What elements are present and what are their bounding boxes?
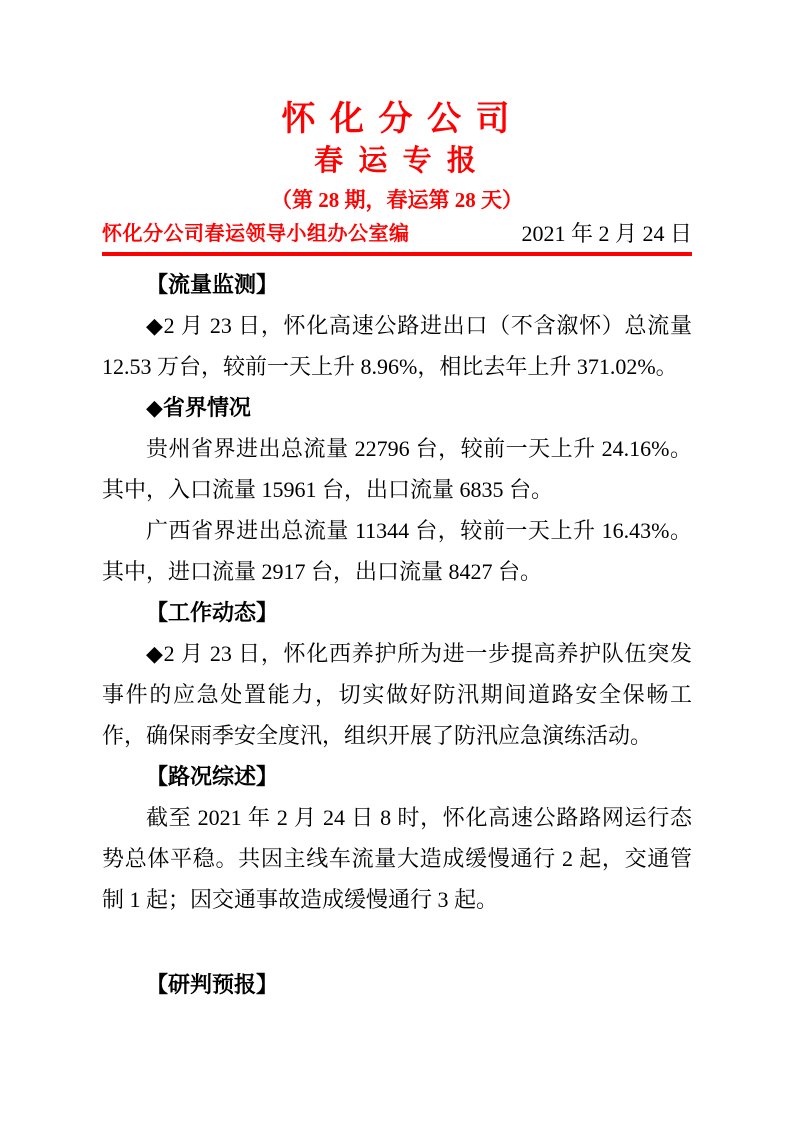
paragraph-total-flow: ◆2 月 23 日，怀化高速公路进出口（不含溆怀）总流量 12.53 万台，较前一天上升 8.96%，相比去年上升 371.02%。 xyxy=(102,313,692,379)
report-title: 春 运 专 报 xyxy=(314,145,480,177)
paragraph-guizhou-border: 贵州省界进出总流量 22796 台，较前一天上升 24.16%。其中，入口流量 15961 台，出口流量 6835 台。 xyxy=(102,436,692,502)
paragraph-network-status: 截至 2021 年 2 月 24 日 8 时，怀化高速公路路网运行态势总体平稳。共因主线车流量大造成缓慢通行 2 起，交通管制 1 起；因交通事故造成缓慢通行 3 起。 xyxy=(102,805,692,912)
issue-number-line: （第 28 期，春运第 28 天） xyxy=(271,188,523,212)
paragraph-guangxi-border: 广西省界进出总流量 11344 台，较前一天上升 16.43%。其中，进口流量 2917 台，出口流量 8427 台。 xyxy=(102,518,692,584)
document-body xyxy=(102,264,692,1005)
paragraph-maintenance-drill: ◆2 月 23 日，怀化西养护所为进一步提高养护队伍突发事件的应急处置能力，切实做好防汛期间道路安全保畅工作，确保雨季安全度汛，组织开展了防汛应急演练活动。 xyxy=(102,641,692,748)
masthead-date: 2021 年 2 月 24 日 xyxy=(521,221,692,246)
masthead-rule-row xyxy=(102,221,692,256)
section-heading-forecast: 【研判预报】 xyxy=(146,972,279,997)
masthead-editor: 怀化分公司春运领导小组办公室编 xyxy=(102,223,410,245)
section-heading-road-conditions: 【路况综述】 xyxy=(146,764,279,789)
section-heading-work-updates: 【工作动态】 xyxy=(146,600,279,625)
subsection-heading-provincial-border: ◆省界情况 xyxy=(146,395,251,420)
company-title: 怀 化 分 公 司 xyxy=(281,101,513,138)
section-heading-traffic-monitoring: 【流量监测】 xyxy=(146,272,279,297)
